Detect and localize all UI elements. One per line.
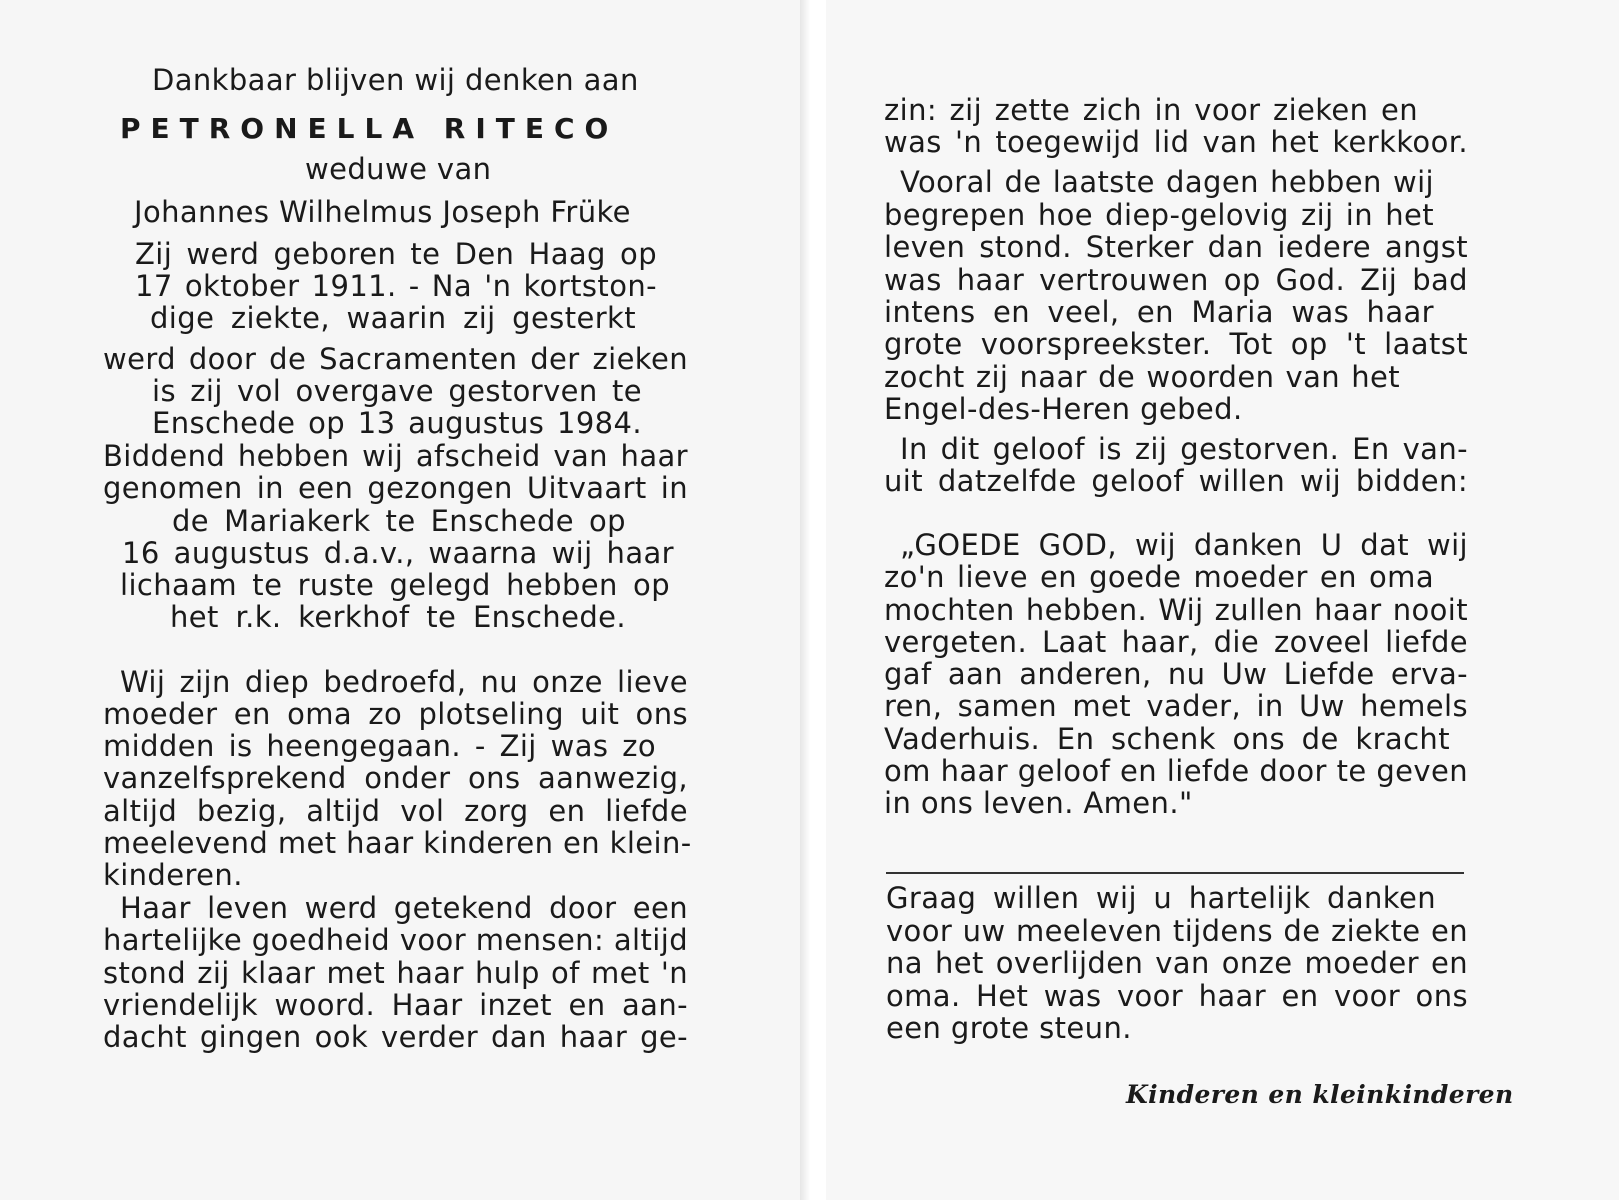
para-line: Engel-des-Heren gebed.: [884, 392, 1243, 426]
prayer-line: „GOEDE GOD, wij danken U dat wij: [900, 528, 1468, 562]
para-line: uit datzelfde geloof willen wij bidden:: [884, 464, 1468, 498]
para-line: Haar leven werd getekend door een: [120, 891, 688, 925]
bio-line: de Mariakerk te Enschede op: [172, 504, 626, 538]
bio-line: Zij werd geboren te Den Haag op: [135, 237, 657, 271]
heading: Dankbaar blijven wij denken aan: [152, 63, 639, 97]
thanks-line: Graag willen wij u hartelijk danken: [886, 881, 1436, 915]
right-page: [826, 0, 1619, 1200]
para-line: meelevend met haar kinderen en klein-: [103, 826, 692, 860]
para-line: was haar vertrouwen op God. Zij bad: [884, 263, 1468, 297]
bio-line: is zij vol overgave gestorven te: [152, 374, 642, 408]
left-page: [0, 0, 800, 1200]
para-line: zin: zij zette zich in voor zieken en: [884, 93, 1418, 127]
bio-line: dige ziekte, waarin zij gesterkt: [150, 301, 636, 335]
thanks-line: voor uw meeleven tijdens de ziekte en: [886, 914, 1468, 948]
bio-line: Enschede op 13 augustus 1984.: [152, 406, 642, 440]
para-line: vriendelijk woord. Haar inzet en aan-: [103, 988, 688, 1022]
bio-line: lichaam te ruste gelegd hebben op: [120, 568, 670, 602]
para-line: hartelijke goedheid voor mensen: altijd: [103, 923, 688, 957]
para-line: kinderen.: [103, 858, 243, 892]
prayer-line: vergeten. Laat haar, die zoveel liefde: [884, 625, 1468, 659]
bio-line: werd door de Sacramenten der zieken: [103, 342, 688, 376]
prayer-line: in ons leven. Amen.": [884, 786, 1193, 820]
bio-line: Biddend hebben wij afscheid van haar: [103, 439, 688, 473]
divider-line: [886, 872, 1464, 874]
bio-line: 16 augustus d.a.v., waarna wij haar: [122, 536, 674, 570]
para-line: In dit geloof is zij gestorven. En van-: [900, 432, 1468, 466]
para-line: begrepen hoe diep-gelovig zij in het: [884, 198, 1434, 232]
bio-line: genomen in een gezongen Uitvaart in: [103, 471, 688, 505]
bio-line: het r.k. kerkhof te Enschede.: [170, 600, 626, 634]
para-line: zocht zij naar de woorden van het: [884, 360, 1400, 394]
bio-line: 17 oktober 1911. - Na 'n kortston-: [135, 269, 657, 303]
para-line: altijd bezig, altijd vol zorg en liefde: [103, 794, 688, 828]
widow-of: weduwe van: [305, 152, 492, 186]
para-line: leven stond. Sterker dan iedere angst: [884, 230, 1468, 264]
para-line: grote voorspreekster. Tot op 't laatst: [884, 327, 1468, 361]
thanks-line: na het overlijden van onze moeder en: [886, 946, 1468, 980]
prayer-line: ren, samen met vader, in Uw hemels: [884, 689, 1468, 723]
signature: Kinderen en kleinkinderen: [1126, 1080, 1514, 1109]
para-line: moeder en oma zo plotseling uit ons: [103, 697, 688, 731]
para-line: Wij zijn diep bedroefd, nu onze lieve: [120, 665, 688, 699]
prayer-line: gaf aan anderen, nu Uw Liefde erva-: [884, 657, 1468, 691]
deceased-name: PETRONELLA RITECO: [120, 112, 619, 145]
thanks-line: oma. Het was voor haar en voor ons: [886, 979, 1468, 1013]
para-line: vanzelfsprekend onder ons aanwezig,: [103, 761, 688, 795]
prayer-line: Vaderhuis. En schenk ons de kracht: [884, 722, 1450, 756]
prayer-line: mochten hebben. Wij zullen haar nooit: [884, 593, 1468, 627]
para-line: was 'n toegewijd lid van het kerkkoor.: [884, 125, 1468, 159]
prayer-line: zo'n lieve en goede moeder en oma: [884, 560, 1434, 594]
para-line: Vooral de laatste dagen hebben wij: [900, 165, 1434, 199]
para-line: stond zij klaar met haar hulp of met 'n: [103, 956, 688, 990]
para-line: dacht gingen ook verder dan haar ge-: [103, 1020, 688, 1054]
para-line: intens en veel, en Maria was haar: [884, 295, 1434, 329]
husband-name: Johannes Wilhelmus Joseph Früke: [134, 195, 631, 229]
para-line: midden is heengegaan. - Zij was zo: [103, 729, 656, 763]
page-gutter: [800, 0, 826, 1200]
thanks-line: een grote steun.: [886, 1011, 1132, 1045]
prayer-line: om haar geloof en liefde door te geven: [884, 754, 1468, 788]
